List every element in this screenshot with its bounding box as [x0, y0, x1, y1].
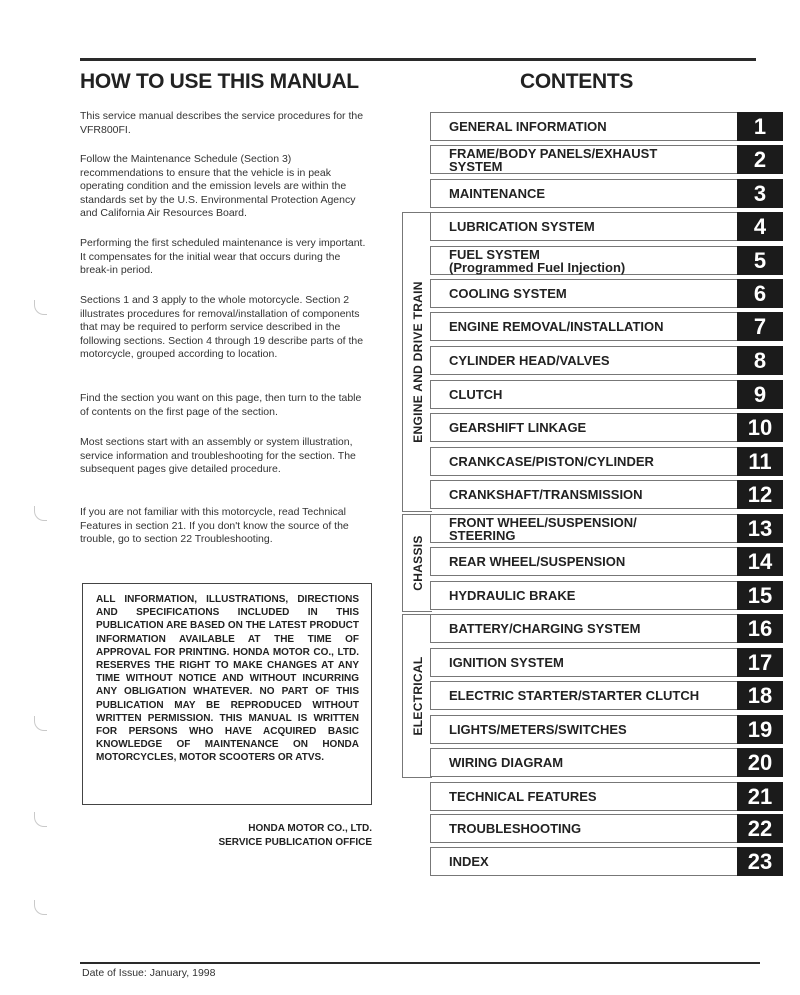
- toc-number: 7: [737, 312, 783, 341]
- toc-label: CYLINDER HEAD/VALVES: [430, 346, 737, 375]
- toc-number: 2: [737, 145, 783, 174]
- toc-number: 10: [737, 413, 783, 442]
- toc-label: LIGHTS/METERS/SWITCHES: [430, 715, 737, 744]
- toc-label: FUEL SYSTEM (Programmed Fuel Injection): [430, 246, 737, 275]
- group-engine-drive-train: [402, 212, 432, 512]
- toc-label: CRANKCASE/PISTON/CYLINDER: [430, 447, 737, 476]
- toc-row-troubleshooting[interactable]: [430, 814, 783, 843]
- toc-number: 16: [737, 614, 783, 643]
- toc-number: 4: [737, 212, 783, 241]
- toc-number: 19: [737, 715, 783, 744]
- bottom-rule: [80, 962, 760, 964]
- toc-number: 13: [737, 514, 783, 543]
- toc-row-crankshaft[interactable]: [430, 480, 783, 509]
- toc-row-fuel-system[interactable]: [430, 246, 783, 275]
- toc-number: 15: [737, 581, 783, 610]
- toc-number: 20: [737, 748, 783, 777]
- find-section-paragraph: Find the section you want on this page, then turn to the table of contents on the first page of the section.: [80, 392, 362, 418]
- group-chassis: [402, 514, 432, 612]
- toc-label: BATTERY/CHARGING SYSTEM: [430, 614, 737, 643]
- toc-number: 8: [737, 346, 783, 375]
- toc-row-crankcase[interactable]: [430, 447, 783, 476]
- toc-label: GENERAL INFORMATION: [430, 112, 737, 141]
- toc-row-battery-charging[interactable]: [430, 614, 783, 643]
- toc-row-electric-starter[interactable]: [430, 681, 783, 710]
- toc-number: 21: [737, 782, 783, 811]
- toc-row-cylinder-head[interactable]: [430, 346, 783, 375]
- first-maintenance-paragraph: Performing the first scheduled maintenance is very important. It compensates for the initial wear that occurs during the break-in period.: [80, 237, 366, 277]
- issue-date: Date of Issue: January, 1998: [82, 967, 216, 979]
- toc-row-front-wheel[interactable]: [430, 514, 783, 543]
- toc-label: LUBRICATION SYSTEM: [430, 212, 737, 241]
- contents-title: CONTENTS: [520, 70, 634, 93]
- disclaimer-box: ALL INFORMATION, ILLUSTRATIONS, DIRECTIONS AND SPECIFICATIONS INCLUDED IN THIS PUBLICATION ARE BASED ON THE LATEST PRODUCT INFORMATION AVAILABLE AT THE TIME OF APPROVAL FOR PRINTING. HONDA MOTOR CO., LTD. RESERVES THE RIGHT TO MAKE CHANGES AT ANY TIME WITHOUT NOTICE AND WITHOUT INCURRING ANY OBLIGATION WHATEVER. NO PART OF THIS PUBLICATION MAY BE REPRODUCED WITHOUT WRITTEN PERMISSION. THIS MANUAL IS WRITTEN FOR PERSONS WHO HAVE ACQUIRED BASIC KNOWLEDGE OF MAINTENANCE ON HONDA MOTORCYCLES, MOTOR SCOOTERS OR ATVS.: [82, 583, 372, 805]
- publisher-block: [190, 822, 372, 850]
- margin-mark: [34, 900, 47, 915]
- toc-row-index[interactable]: [430, 847, 783, 876]
- toc-number: 3: [737, 179, 783, 208]
- toc-number: 22: [737, 814, 783, 843]
- toc-label: FRAME/BODY PANELS/EXHAUST SYSTEM: [430, 145, 737, 174]
- toc-row-engine-removal[interactable]: [430, 312, 783, 341]
- group-electrical: [402, 614, 432, 778]
- margin-mark: [34, 812, 47, 827]
- toc-row-maintenance[interactable]: [430, 179, 783, 208]
- section-structure-paragraph: Most sections start with an assembly or system illustration, service information and troubleshooting for the section. The subsequent pages give detailed procedure.: [80, 436, 356, 476]
- top-rule: [80, 58, 756, 61]
- toc-row-gearshift-linkage[interactable]: [430, 413, 783, 442]
- margin-mark: [34, 300, 47, 315]
- publisher-office: SERVICE PUBLICATION OFFICE: [218, 837, 372, 848]
- intro-paragraph: This service manual describes the service procedures for the VFR800FI.: [80, 110, 364, 136]
- toc-row-technical-features[interactable]: [430, 782, 783, 811]
- toc-label: WIRING DIAGRAM: [430, 748, 737, 777]
- toc-row-clutch[interactable]: [430, 380, 783, 409]
- toc-label: IGNITION SYSTEM: [430, 648, 737, 677]
- group-label-chassis: CHASSIS: [410, 535, 425, 591]
- toc-row-frame-body-panels[interactable]: [430, 145, 783, 174]
- toc-number: 6: [737, 279, 783, 308]
- toc-row-general-information[interactable]: [430, 112, 783, 141]
- toc-row-rear-wheel[interactable]: [430, 547, 783, 576]
- toc-row-hydraulic-brake[interactable]: [430, 581, 783, 610]
- toc-label: ENGINE REMOVAL/INSTALLATION: [430, 312, 737, 341]
- toc-number: 23: [737, 847, 783, 876]
- toc-label: TECHNICAL FEATURES: [430, 782, 737, 811]
- maintenance-paragraph: Follow the Maintenance Schedule (Section 3) recommendations to ensure that the vehicle is in peak operating condition and the emission levels are within the standards set by the U.S. Environmental Protection Agency and California Air Resources Board.: [80, 153, 356, 220]
- toc-label: CRANKSHAFT/TRANSMISSION: [430, 480, 737, 509]
- toc-label: HYDRAULIC BRAKE: [430, 581, 737, 610]
- toc-number: 1: [737, 112, 783, 141]
- toc-number: 18: [737, 681, 783, 710]
- margin-mark: [34, 716, 47, 731]
- toc-number: 14: [737, 547, 783, 576]
- toc-label: FRONT WHEEL/SUSPENSION/ STEERING: [430, 514, 737, 543]
- toc-row-lubrication-system[interactable]: [430, 212, 783, 241]
- toc-row-cooling-system[interactable]: [430, 279, 783, 308]
- group-label-engine: ENGINE AND DRIVE TRAIN: [410, 281, 425, 443]
- toc-number: 5: [737, 246, 783, 275]
- margin-mark: [34, 506, 47, 521]
- toc-number: 12: [737, 480, 783, 509]
- sections-paragraph: Sections 1 and 3 apply to the whole motorcycle. Section 2 illustrates procedures for removal/installation of components that may be required to perform service described in the following sections. Section 4 through 19 describe parts of the motorcycle, grouped according to location.: [80, 294, 364, 361]
- toc-label: MAINTENANCE: [430, 179, 737, 208]
- toc-label: CLUTCH: [430, 380, 737, 409]
- toc-number: 17: [737, 648, 783, 677]
- toc-label: COOLING SYSTEM: [430, 279, 737, 308]
- toc-label: REAR WHEEL/SUSPENSION: [430, 547, 737, 576]
- toc-row-lights-meters[interactable]: [430, 715, 783, 744]
- toc-row-ignition-system[interactable]: [430, 648, 783, 677]
- toc-number: 11: [737, 447, 783, 476]
- familiarity-paragraph: If you are not familiar with this motorcycle, read Technical Features in section 21. If you don't know the source of the trouble, go to section 22 Troubleshooting.: [80, 506, 349, 546]
- group-label-electrical: ELECTRICAL: [410, 656, 425, 736]
- toc-label: INDEX: [430, 847, 737, 876]
- toc-label: GEARSHIFT LINKAGE: [430, 413, 737, 442]
- toc-row-wiring-diagram[interactable]: [430, 748, 783, 777]
- toc-label: TROUBLESHOOTING: [430, 814, 737, 843]
- toc-number: 9: [737, 380, 783, 409]
- publisher-company: HONDA MOTOR CO., LTD.: [248, 823, 372, 834]
- toc-label: ELECTRIC STARTER/STARTER CLUTCH: [430, 681, 737, 710]
- page-title: HOW TO USE THIS MANUAL: [80, 70, 359, 93]
